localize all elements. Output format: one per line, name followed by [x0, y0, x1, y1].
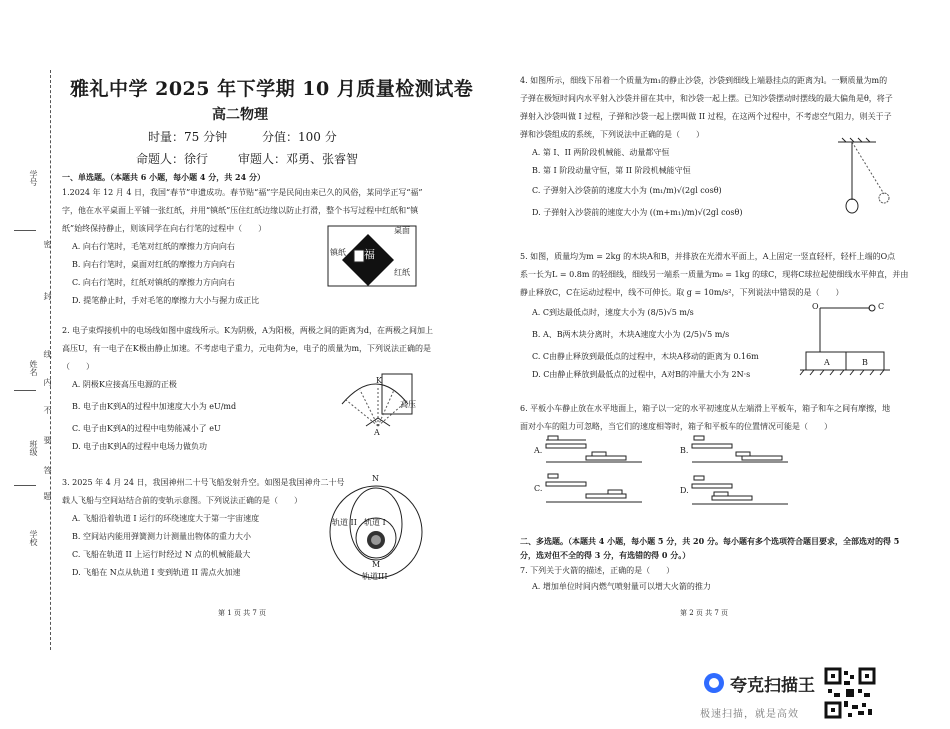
q1-option-a: A. 向右行笔时，毛笔对红纸的摩擦力方向向右 [72, 242, 235, 251]
q1-option-c: C. 向右行笔时，红纸对镇纸的摩擦力方向向右 [72, 278, 235, 287]
q3-option-c: C. 飞船在轨道 II 上运行时经过 N 点的机械能最大 [72, 550, 251, 559]
binding-label-school: 学校 [29, 530, 38, 546]
q3-stem-line: 载人飞船与空间站结合前的变轨示意图。下列说法正确的是（ ） [62, 496, 302, 505]
seal-char: 要 [43, 436, 52, 444]
q4-stem-line: 子弹在极短时间内水平射入沙袋并留在其中，和沙袋一起上摆。已知沙袋摆动时摆线的最大偏角是θ，将子 [520, 94, 893, 103]
q1-stem-line: 纸”始终保持静止，则该同学在向右行笔的过程中（ ） [62, 224, 267, 233]
q2-fig-a-label: A [374, 428, 380, 437]
q5-fig-a-label: A [824, 358, 830, 367]
q3-stem-line: 3. 2025 年 4 月 24 日，我国神州二十号飞船发射升空。如图是我国神舟二十号 [62, 478, 345, 487]
section2-heading-line: 二、多选题。（本题共 4 小题，每小题 5 分，共 20 分。每小题有多个选项符合题目要求，全部选对的得 5 [520, 536, 900, 546]
q1-fig-weight-label: 镇纸 [330, 248, 346, 257]
q3-option-d: D. 飞船在 N点从轨道 I 变到轨道 II 需点火加速 [72, 568, 241, 577]
exam-score: 分值：100 分 [262, 130, 337, 144]
q1-fig-desk-label: 桌面 [394, 226, 410, 235]
q4-option-b: B. 第 I 阶段动量守恒，第 II 阶段机械能守恒 [532, 166, 691, 175]
q5-option-d: D. C由静止释放到最低点的过程中，A对B的冲量大小为 2N·s [532, 370, 751, 379]
seal-char: 密 [43, 240, 52, 248]
seal-char: 题 [43, 492, 52, 500]
exam-setter: 命题人：徐行 [136, 152, 209, 166]
q6-option-a-figure [546, 436, 646, 466]
q5-fig-b-label: B [862, 358, 868, 367]
q7-stem: 7. 下列关于火箭的描述，正确的是（ ） [520, 566, 675, 575]
section1-heading: 一、单选题。（本题共 6 小题，每小题 4 分，共 24 分） [62, 172, 265, 182]
section2-heading-line: 分，选对但不全的得 3 分，有选错的得 0 分。） [520, 550, 691, 560]
seal-char: 封 [43, 292, 52, 300]
q6-option-d-figure [692, 476, 792, 508]
q1-stem-line: 1.2024 年 12 月 4 日，我国“春节”申遗成功。春节贴“福”字是民间由来已久的风俗，某同学正写“福” [62, 188, 423, 197]
scanner-slogan: 极速扫描，就是高效 [700, 709, 799, 720]
page-footer-right: 第 2 页 共 7 页 [680, 609, 729, 617]
q1-stem-line: 字，他在水平桌面上平铺一张红纸，并用“镇纸”压住红纸边缘以防止打滑，整个书写过程中红纸和“镇 [62, 206, 419, 215]
q4-option-d: D. 子弹射入沙袋前的速度大小为 ((m+m₁)/m)√(2gl cosθ) [532, 208, 743, 217]
seal-char: 内 [43, 378, 52, 386]
seal-char: 不 [43, 406, 52, 414]
q5-option-b: B. A、B两木块分离时，木块A速度大小为 (2/5)√5 m/s [532, 330, 730, 339]
q3-fig-orbit1-label: 轨道 I [364, 518, 386, 527]
scanner-brand: 夸克扫描王 [730, 676, 815, 696]
q3-option-b: B. 空间站内能用弹簧测力计测量出物体的重力大小 [72, 532, 251, 541]
q2-option-c: C. 电子由K到A的过程中电势能减小了 eU [72, 424, 221, 433]
binding-label-class: 班级 [29, 440, 38, 456]
q6-option-b-label: B. [680, 446, 689, 455]
q1-fig-char: 福 [364, 248, 375, 261]
exam-reviewer: 审题人：邓勇、张睿智 [238, 152, 359, 166]
scanner-watermark [700, 665, 940, 725]
q6-stem-line: 6. 平板小车静止放在水平地面上，箱子以一定的水平初速度从左端滑上平板车，箱子和车之间有摩擦，地 [520, 404, 891, 413]
q6-option-a-label: A. [534, 446, 543, 455]
q6-stem-line: 面对小车的阻力可忽略，当它们的速度相等时，箱子和平板车的位置情况可能是（ ） [520, 422, 832, 431]
q6-option-c-label: C. [534, 484, 543, 493]
q5-blocks-figure [800, 300, 890, 380]
q6-option-d-label: D. [680, 486, 689, 495]
seal-char: 线 [43, 350, 52, 358]
q2-option-a: A. 阴极K应接高压电源的正极 [72, 380, 177, 389]
q5-stem-line: 5. 如图，质量均为m = 2kg 的木块A和B，并排放在光滑水平面上，A上固定一竖直轻杆，轻杆上端的O点 [520, 252, 896, 261]
q3-fig-n-label: N [372, 474, 379, 483]
qr-code-icon [824, 667, 876, 719]
page-footer-left: 第 1 页 共 7 页 [218, 609, 267, 617]
q6-option-b-figure [692, 436, 792, 466]
scanner-logo-icon [704, 673, 724, 693]
q2-stem-line: 2. 电子束焊接机中的电场线如图中虚线所示。K为阴极，A为阳极，两极之间的距离为d，在两极之间加上 [62, 326, 434, 335]
q2-option-d: D. 电子由K到A的过程中电场力做负功 [72, 442, 207, 451]
binding-label-name: 姓名 [29, 360, 38, 376]
q4-stem-line: 4. 如图所示，细线下吊着一个质量为m₁的静止沙袋，沙袋到细线上端悬挂点的距离为l。一颗质量为m的 [520, 76, 888, 85]
seal-char: 答 [43, 466, 52, 474]
q1-option-b: B. 向右行笔时，桌面对红纸的摩擦力方向向右 [72, 260, 235, 269]
q4-stem-line: 弹射入沙袋叫做 I 过程，子弹和沙袋一起上摆叫做 II 过程，在这两个过程中，不考虑空气阻力，则关于子 [520, 112, 892, 121]
q5-option-a: A. C到达最低点时，速度大小为 (8/5)√5 m/s [532, 308, 694, 317]
q3-fig-orbit2-label: 轨道 II [332, 518, 357, 527]
q4-pendulum-figure [836, 138, 896, 218]
exam-title: 雅礼中学 2025 年下学期 10 月质量检测试卷 [70, 78, 474, 100]
q2-stem-line: 高压U，有一电子在K极由静止加速。不考虑电子重力，元电荷为e，电子的质量为m，下列说法正确的是 [62, 344, 432, 353]
q5-fig-o-label: O [812, 302, 819, 311]
q2-stem-line: （ ） [62, 362, 94, 371]
q7-option-a: A. 增加单位时间内燃气喷射量可以增大火箭的推力 [532, 582, 711, 591]
q5-stem-line: 系一长为L = 0.8m 的轻细线，细线另一端系一质量为m₀ = 1kg 的球C，现将C球拉起使细线水平伸直，并由 [520, 270, 909, 279]
q3-fig-orbit3-label: 轨道III [362, 572, 388, 581]
q5-stem-line: 静止释放C，C在运动过程中，线不可伸长。取 g = 10m/s²，下列说法中错误的是（ ） [520, 288, 844, 297]
q3-fig-m-label: M [372, 560, 381, 569]
q2-fig-k-label: K [376, 376, 382, 385]
exam-time: 时量：75 分钟 [148, 130, 228, 144]
q1-fig-paper-label: 红纸 [394, 268, 410, 277]
q5-option-c: C. C由静止释放到最低点的过程中，木块A移动的距离为 0.16m [532, 352, 759, 361]
q4-stem-line: 弹和沙袋组成的系统，下列说法中正确的是（ ） [520, 130, 704, 139]
q5-fig-c-label: C [878, 302, 885, 311]
exam-subject: 高二物理 [212, 107, 268, 123]
seal-dashed-line [50, 70, 51, 650]
q2-option-b: B. 电子由K到A的过程中加速度大小为 eU/md [72, 402, 237, 411]
binding-strip [8, 30, 50, 630]
q4-option-c: C. 子弹射入沙袋前的速度大小为 (m₁/m)√(2gl cosθ) [532, 186, 722, 195]
q2-fig-hv-label: 高压 [400, 400, 416, 409]
q4-option-a: A. 第 I、II 两阶段机械能、动量都守恒 [532, 148, 670, 157]
q3-option-a: A. 飞船沿着轨道 I 运行的环绕速度大于第一宇宙速度 [72, 514, 260, 523]
binding-label-student-no: 学号 [29, 170, 38, 186]
q1-option-d: D. 提笔静止时，手对毛笔的摩擦力大小与握力成正比 [72, 296, 260, 305]
q6-option-c-figure [546, 474, 646, 506]
